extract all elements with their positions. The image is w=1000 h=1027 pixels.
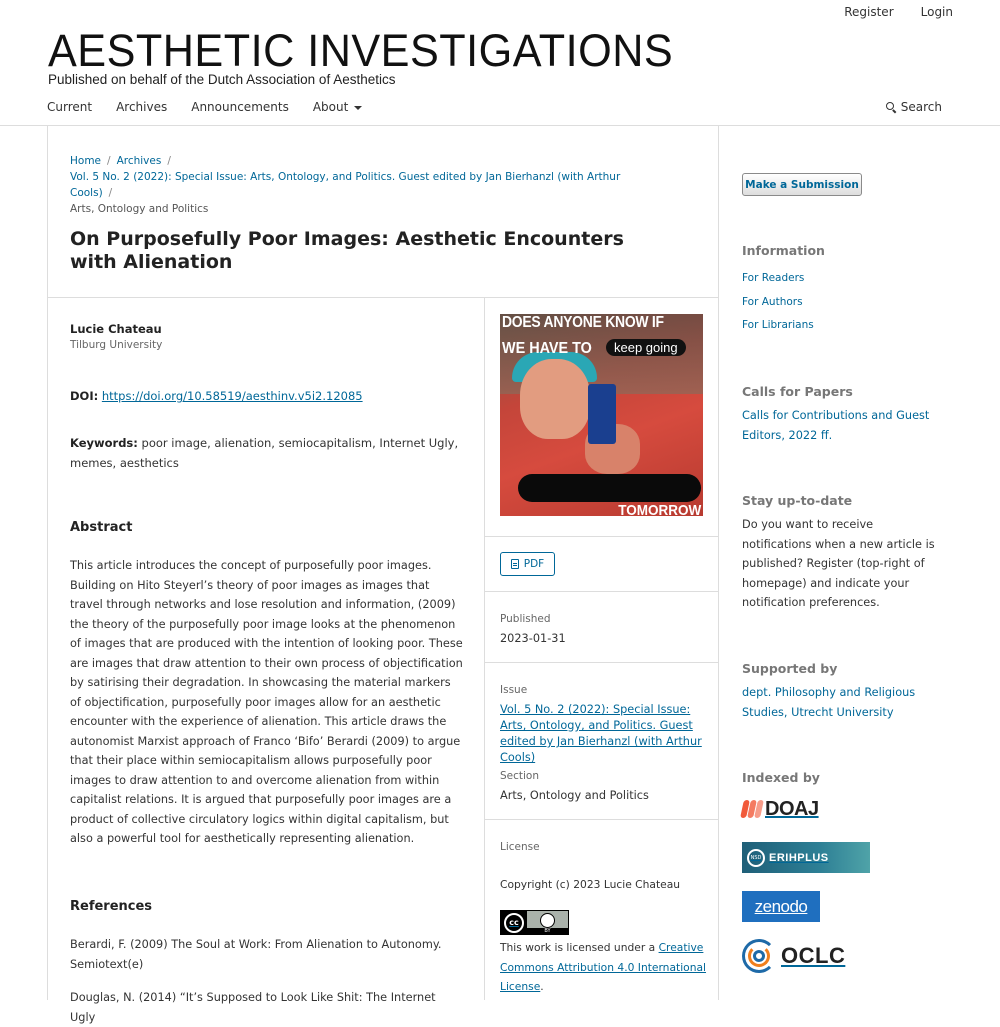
main-nav [47,100,386,114]
oclc-logo[interactable] [742,938,845,974]
nav-archives[interactable]: Archives [116,100,168,114]
issue-label: Issue [500,684,528,696]
references-heading: References [70,899,153,914]
zenodo-logo[interactable]: zenodo [742,891,820,922]
cc-icon: cc [501,911,527,934]
supported-by-heading: Supported by [742,661,838,676]
section-value: Arts, Ontology and Politics [500,789,649,802]
search-label: Search [900,100,942,114]
content-border-left [47,126,48,1000]
details-divider [485,662,718,663]
details-divider [485,536,718,537]
published-date: 2023-01-31 [500,632,566,645]
information-heading: Information [742,243,825,258]
doaj-icon [742,800,762,818]
reference-item: Douglas, N. (2014) “It’s Supposed to Look Like Shit: The Internet Ugly [70,991,436,1024]
pdf-galley-button[interactable] [500,552,555,576]
doi [70,389,363,403]
issue-link[interactable]: Vol. 5 No. 2 (2022): Special Issue: Arts, Ontology, and Politics. Guest edited by Jan Bierhanzl (with Arthur Cools) [500,703,702,764]
license-prefix: This work is licensed under a [500,941,659,954]
cover-face [520,359,590,439]
user-nav [817,5,953,19]
breadcrumb-home[interactable]: Home [70,155,102,167]
site-logo[interactable] [48,25,699,87]
license-suffix: . [540,980,544,993]
abstract-heading: Abstract [70,520,133,535]
abstract-text: This article introduces the concept of purposefully poor images. Building on Hito Steyerl’s theory of poor images as images that travel through networks and lose resolution and information, (2009) the theory of the purposefully poor image looks at the phenomenon of images that are produced with the intention of looking poor. These are images that draw attention to their own process of objectification by satirising their degradation. In showcasing the material markers of objectification, purposefully poor images allow for an aesthetic encounter with the experience of alienation. This article draws the autonomist Marxist approach of Franco ‘Bifo’ Berardi (2009) to argue that their place within semiocapitalism allows purposefully poor images to draw attention to and overcome alienation from within capitalist relations. It is argued that purposefully poor images are a product of collective circulatory logics within digital capitalism, but also a powerful tool for aesthetically representing alienation. [70,559,463,845]
pdf-label: PDF [523,558,545,570]
erihplus-logo[interactable] [742,842,870,873]
indexed-by-heading: Indexed by [742,770,820,785]
keywords [70,433,470,473]
nav-announcements[interactable]: Announcements [191,100,289,114]
file-pdf-icon [511,559,519,569]
content-border-right [718,126,719,1000]
nav-about[interactable] [313,100,362,114]
cover-caption-bottom: TOMORROW [618,502,701,519]
supported-by-link[interactable]: dept. Philosophy and Religious Studies, Utrecht University [742,686,916,719]
keywords-value: poor image, alienation, semiocapitalism, Internet Ugly, memes, aesthetics [70,436,459,470]
copyright-text: Copyright (c) 2023 Lucie Chateau [500,878,681,891]
oclc-logo-text: OCLC [781,943,846,968]
cover-caption-pill: keep going [606,339,686,356]
license-label: License [500,841,540,853]
column-divider [484,298,485,1000]
details-divider [485,591,718,592]
reference-item: Berardi, F. (2009) The Soul at Work: From Alienation to Autonomy. Semiotext(e) [70,938,442,971]
details-divider [485,819,718,820]
stay-up-to-date-text: Do you want to receive notifications when a new article is published? Register (top-right of homepage) and indicate your notification preferences. [742,518,935,609]
cc-by-license-badge[interactable] [500,910,569,935]
breadcrumb-archives[interactable]: Archives [116,155,162,167]
nsd-icon: NSD [747,849,765,867]
breadcrumb [70,153,670,217]
issue-cover-image[interactable] [500,314,703,519]
doi-label: DOI: [70,389,99,403]
search-icon [886,102,897,113]
for-readers-link[interactable]: For Readers [742,272,805,284]
doi-link[interactable]: https://doi.org/10.58519/aesthinv.v5i2.12085 [101,389,363,403]
cover-phone [588,384,616,444]
breadcrumb-separator: / [107,155,111,167]
doaj-logo-text: DOAJ [765,797,819,820]
cover-caption-second: WE HAVE TO [502,340,592,357]
for-librarians-link[interactable]: For Librarians [742,319,814,331]
keywords-label: Keywords: [70,436,138,450]
site-logo-subtitle: Published on behalf of the Dutch Association of Aesthetics [48,72,396,87]
breadcrumb-separator: / [167,155,171,167]
breadcrumb-current: Arts, Ontology and Politics [70,203,209,215]
cover-redaction-bar [518,474,701,502]
page-title: On Purposefully Poor Images: Aesthetic Encounters with Alienation [70,228,624,273]
make-submission-button[interactable]: Make a Submission [742,173,862,196]
author-name: Lucie Chateau [70,322,162,336]
calls-heading: Calls for Papers [742,384,853,399]
erihplus-logo-text: ERIHPLUS [769,851,829,864]
site-logo-title: AESTHETIC INVESTIGATIONS [48,25,674,76]
section-label: Section [500,770,540,782]
doaj-logo[interactable] [742,797,819,821]
calls-link[interactable]: Calls for Contributions and Guest Editors, 2022 ff. [742,409,930,442]
nav-about-label: About [312,100,349,114]
breadcrumb-separator: / [108,187,113,199]
nav-current[interactable]: Current [47,100,93,114]
cc-by-icon: BY [527,911,568,934]
breadcrumb-issue[interactable]: Vol. 5 No. 2 (2022): Special Issue: Arts, Ontology, and Politics. Guest edited by Jan Bierhanzl (with Arthur Cools) [70,171,621,199]
license-text [500,938,710,997]
header-divider [0,125,1000,126]
oclc-icon [742,939,776,973]
published-label: Published [500,613,551,625]
title-divider [48,297,718,298]
search-link[interactable] [886,100,942,114]
author-affiliation: Tilburg University [70,339,163,351]
chevron-down-icon [354,106,362,110]
login-link[interactable]: Login [920,5,953,19]
license-link[interactable]: Creative Commons Attribution 4.0 International License [500,941,707,993]
stay-up-to-date-heading: Stay up-to-date [742,493,853,508]
for-authors-link[interactable]: For Authors [742,296,803,308]
register-link[interactable]: Register [844,5,894,19]
cover-caption-top: DOES ANYONE KNOW IF [502,314,664,331]
